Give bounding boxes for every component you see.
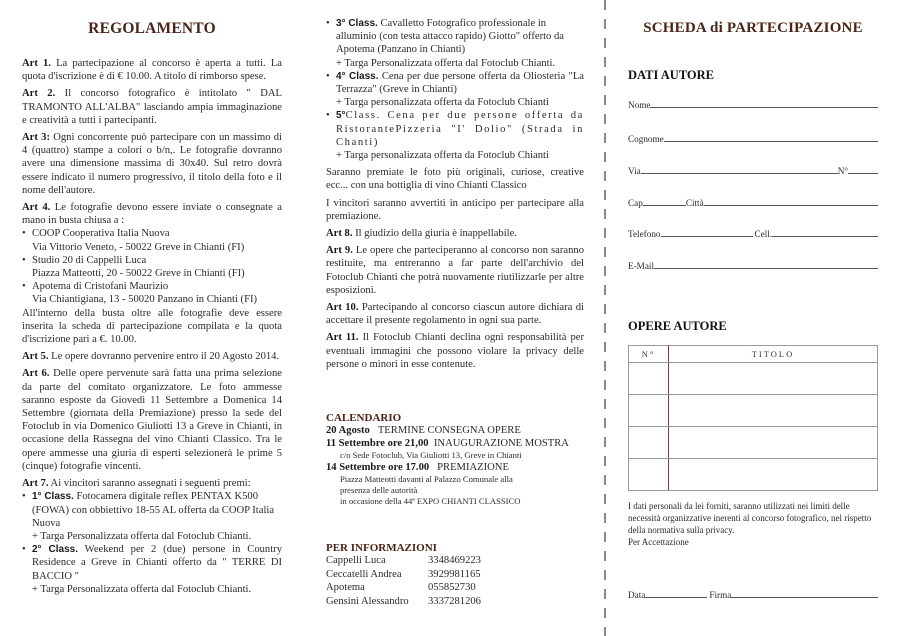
- contact-name: Gensini Alessandro: [326, 595, 409, 607]
- opere-table-header: [629, 346, 878, 363]
- prize-text: Cena per due persone offerta da RistorantePizzeria "I' Dolio" (Strada in Chanti): [336, 110, 584, 148]
- data-label: Data: [628, 590, 646, 600]
- nome-input-line[interactable]: [650, 106, 878, 108]
- art-4-text: Le fotografie devono essere inviate o consegnate a mano in busta chiusa a :: [22, 202, 282, 227]
- art-3: [22, 131, 282, 197]
- art-11: [326, 331, 584, 371]
- cut-line-divider: [604, 0, 606, 636]
- art-4: [22, 201, 282, 227]
- art-7-text: Ai vincitori saranno assegnati i seguenti premi:: [48, 478, 251, 490]
- contact-name: Apotema: [326, 582, 365, 593]
- prize-class: 5°: [336, 110, 346, 122]
- accettazione-label: Per Accettazione: [628, 537, 689, 547]
- event-date: 20 Agosto: [326, 425, 370, 436]
- opere-autore-heading: OPERE AUTORE: [628, 319, 727, 333]
- prize-extra: + Targa Personalizzata offerta dal Fotoclub Chianti.: [336, 57, 556, 69]
- column-header-numero: N°: [629, 346, 669, 363]
- prize-class-suffix: Class.: [345, 110, 381, 122]
- address-item: [22, 280, 282, 306]
- art-8: [326, 227, 584, 240]
- contact-row: [326, 595, 584, 609]
- nome-label: Nome: [628, 100, 651, 110]
- address-name: Studio 20 di Cappelli Luca: [32, 254, 147, 266]
- titolo-cell[interactable]: [669, 363, 878, 395]
- column-header-titolo: TITOLO: [669, 346, 878, 363]
- art-10: [326, 301, 584, 327]
- regolamento-column: [22, 0, 282, 596]
- via-input-line[interactable]: [641, 172, 838, 174]
- telefono-cell-field[interactable]: [628, 229, 878, 239]
- address-street: Piazza Matteotti, 20 - 50022 Greve in Chianti (FI): [32, 268, 245, 280]
- cap-citta-field[interactable]: [628, 198, 878, 208]
- prize-class: 2° Class.: [32, 544, 79, 556]
- contact-row: [326, 581, 584, 595]
- titolo-cell[interactable]: [669, 395, 878, 427]
- contact-phone: 3348469223: [428, 555, 481, 566]
- prize-class: 4° Class.: [336, 70, 379, 82]
- cap-label: Cap: [628, 198, 643, 208]
- prize-item: [326, 109, 584, 162]
- firma-input-line[interactable]: [731, 596, 878, 598]
- address-street: Via Chiantigiana, 13 - 50020 Panzano in Chianti (FI): [32, 294, 258, 306]
- regolamento-column-2: [326, 17, 585, 607]
- prize-extra: + Targa Personalizzata offerta dal Fotoclub Chianti.: [32, 583, 252, 595]
- art-1: [22, 57, 282, 83]
- address-item: [22, 254, 282, 280]
- contact-name: Cappelli Luca: [326, 555, 386, 566]
- art-6-label: Art 6.: [22, 368, 50, 380]
- table-row: [629, 459, 878, 491]
- dati-autore-heading: DATI AUTORE: [628, 68, 715, 82]
- art-3-label: Art 3:: [22, 132, 50, 144]
- art-8-label: Art 8.: [326, 228, 353, 240]
- informazioni-section: [326, 542, 584, 608]
- scheda-title: SCHEDA di PARTECIPAZIONE: [643, 20, 863, 36]
- table-row: [629, 427, 878, 459]
- art-5-label: Art 5.: [22, 351, 49, 363]
- prize-item: [326, 17, 584, 70]
- event-name: TERMINE CONSEGNA OPERE: [377, 425, 521, 436]
- address-list: [22, 227, 282, 306]
- contact-phone: 3929981165: [428, 568, 481, 580]
- email-label: E-Mail: [628, 261, 655, 271]
- art-4-after: All'interno della busta oltre alle fotografie deve essere inserita la scheda di partecipazione compilata e la quota d'iscrizione pari a €. 10.00.: [22, 307, 282, 346]
- event-name: INAUGURAZIONE MOSTRA: [433, 438, 569, 449]
- prize-note-2: I vincitori saranno avvertiti in anticipo per partecipare alla premiazione.: [326, 197, 584, 222]
- via-field[interactable]: [628, 166, 878, 176]
- titolo-cell[interactable]: [669, 459, 878, 491]
- cognome-label: Cognome: [628, 134, 664, 144]
- art-9: [326, 244, 584, 297]
- art-10-text: Partecipando al concorso ciascun autore dichiara di accettare il presente regolamento in ogni sua parte.: [326, 302, 584, 327]
- scheda-partecipazione-form: [628, 0, 878, 636]
- prize-text: Fotocamera digitale reflex PENTAX K500 (FOWA) con obbiettivo 18-55 AL offerta da COOP Italia Nuova: [32, 491, 275, 529]
- via-label: Via: [628, 166, 641, 176]
- art-4-label: Art 4.: [22, 202, 51, 214]
- prize-text: Cavalletto Fotografico professionale in alluminio (con testa attacco rapido) Giotto" offerto da Apotema (Panzano in Chianti): [336, 18, 564, 56]
- art-2-label: Art 2.: [22, 88, 56, 100]
- calendario-title: CALENDARIO: [326, 412, 402, 424]
- prize-list-b: [326, 17, 584, 162]
- address-item: [22, 227, 282, 253]
- prize-item: [22, 490, 282, 543]
- email-field[interactable]: [628, 261, 878, 271]
- art-1-text: La partecipazione al concorso è aperta a tutti. La quota d'iscrizione è di € 10.00. A titolo di rimborso spese.: [22, 58, 282, 83]
- privacy-text: I dati personali da lei forniti, saranno utilizzati nei limiti delle necessità organizzative inerenti al concorso fotografico, nel rispetto della normativa sulla privacy.: [628, 501, 872, 535]
- numero-input-line[interactable]: [848, 172, 878, 174]
- art-10-label: Art 10.: [326, 302, 359, 314]
- citta-label: Città: [685, 198, 704, 208]
- calendar-event: [326, 461, 584, 474]
- numero-cell[interactable]: [629, 427, 669, 459]
- art-11-label: Art 11.: [326, 332, 359, 344]
- address-name: Apotema di Cristofani Maurizio: [32, 281, 169, 293]
- art-7: [22, 477, 282, 490]
- prize-extra: + Targa personalizzata offerta da Fotoclub Chianti: [336, 97, 549, 109]
- titolo-cell[interactable]: [669, 427, 878, 459]
- art-2-text: Il concorso fotografico è intitolato " DAL TRAMONTO ALL'ALBA" lasciando ampia immaginazione e creatività a tutti i partecipanti.: [22, 88, 282, 126]
- event-date: 11 Settembre ore 21,00: [326, 438, 429, 449]
- prize-class: 1° Class.: [32, 491, 74, 503]
- contact-row: [326, 554, 584, 568]
- event-name: PREMIAZIONE: [437, 462, 509, 473]
- table-row: [629, 363, 878, 395]
- event-note: Piazza Matteotti davanti al Palazzo Comunale alla: [340, 474, 513, 484]
- calendar-event: [326, 424, 584, 437]
- regolamento-title: REGOLAMENTO: [88, 20, 216, 37]
- art-6-text: Delle opere pervenute sarà fatta una prima selezione da parte del comitato organizzatore. Le foto ammesse saranno esposte da Giovedi 11 Settembre a Domenica 14 Settembre (giornata della Premiazione) presso la sede del Fotoclub in via Domenico Giuliotti 13 a Greve in Chianti, in occasione della Rassegna del vino Chianti Classico. Tra le opere ammesse una giuria di esperti selezionerà le prime 5 (cinque) fotografie vincenti.: [22, 368, 282, 472]
- art-8-text: Il giudizio della giuria è inappellabile.: [352, 228, 517, 240]
- cell-input-line[interactable]: [772, 235, 878, 237]
- contact-row: [326, 568, 584, 582]
- telefono-label: Telefono: [628, 229, 661, 239]
- cap-input-line[interactable]: [643, 204, 686, 206]
- art-7-label: Art 7.: [22, 478, 49, 490]
- contact-phone: 3337281206: [428, 595, 481, 607]
- prize-extra: + Targa Personalizzata offerta dal Fotoclub Chianti.: [32, 530, 252, 542]
- numero-cell[interactable]: [629, 395, 669, 427]
- prize-extra: + Targa personalizzata offerta da Fotoclub Chianti: [336, 150, 549, 162]
- contact-phone: 055852730: [428, 582, 476, 593]
- contact-name: Ceccatelli Andrea: [326, 568, 402, 580]
- prize-class: 3° Class.: [336, 18, 378, 29]
- cognome-input-line[interactable]: [664, 140, 878, 142]
- cell-label: Cell.: [754, 229, 773, 239]
- event-date: 14 Settembre ore 17.00: [326, 462, 430, 473]
- privacy-notice: [628, 500, 880, 548]
- art-2: [22, 87, 282, 127]
- calendario-section: [326, 412, 584, 507]
- prize-item: [326, 70, 584, 110]
- art-11-text: Il Fotoclub Chianti declina ogni responsabilità per eventuali immagini che possono violare la privacy delle persone o minori in esse contenute.: [326, 332, 584, 370]
- numero-label: N°: [837, 166, 848, 176]
- art-9-text: Le opere che parteciperanno al concorso non saranno restituite, ma entreranno a far parte dell'archivio del Fotoclub Chianti che potrà nuovamente riutilizzarle per altre esposizioni.: [326, 245, 584, 296]
- telefono-input-line[interactable]: [661, 235, 753, 237]
- prize-list-a: [22, 490, 282, 596]
- informazioni-title: PER INFORMAZIONI: [326, 542, 437, 554]
- address-street: Via Vittorio Veneto, - 50022 Greve in Chianti (FI): [32, 241, 245, 253]
- art-6: [22, 367, 282, 473]
- prize-text: Weekend per 2 (due) persone in Country Residence a Greve in Chianti offerto da " TERRE DI BACCIO ": [32, 544, 282, 582]
- address-name: COOP Cooperativa Italia Nuova: [32, 228, 170, 240]
- numero-cell[interactable]: [629, 459, 669, 491]
- calendar-event: [326, 437, 584, 450]
- table-row: [629, 395, 878, 427]
- data-input-line[interactable]: [645, 596, 707, 598]
- art-5-text: Le opere dovranno pervenire entro il 20 Agosto 2014.: [48, 351, 280, 363]
- event-note: in occasione della 44ª EXPO CHIANTI CLASSICO: [340, 496, 521, 506]
- nome-field[interactable]: [628, 100, 878, 110]
- art-5: [22, 350, 282, 363]
- event-note: c/o Sede Fotoclub, Via Giuliotti 13, Greve in Chianti: [340, 450, 522, 460]
- opere-table: [628, 345, 878, 491]
- data-firma-field[interactable]: [628, 590, 878, 600]
- art-9-label: Art 9.: [326, 245, 353, 257]
- cognome-field[interactable]: [628, 134, 878, 144]
- event-note: presenza delle autorità: [340, 485, 418, 495]
- art-1-label: Art 1.: [22, 58, 51, 69]
- numero-cell[interactable]: [629, 363, 669, 395]
- citta-input-line[interactable]: [704, 204, 878, 206]
- prize-text: Cena per due persone offerta da Oliosteria "La Terrazza" (Greve in Chianti): [336, 70, 585, 96]
- prize-item: [22, 543, 282, 596]
- art-3-text: Ogni concorrente può partecipare con un massimo di 4 (quattro) stampe a colori o b/n,. Le fotografie dovranno avere una dimensione massima di 30x40. Sul retro dovrà essere indicato il numero progressivo, il titolo della foto e il nome dell'autore.: [22, 132, 282, 196]
- firma-label: Firma: [709, 590, 732, 600]
- email-input-line[interactable]: [654, 267, 878, 269]
- prize-note-1: Saranno premiate le foto più originali, curiose, creative ecc... con una bottiglia di vino Chianti Classico: [326, 167, 584, 192]
